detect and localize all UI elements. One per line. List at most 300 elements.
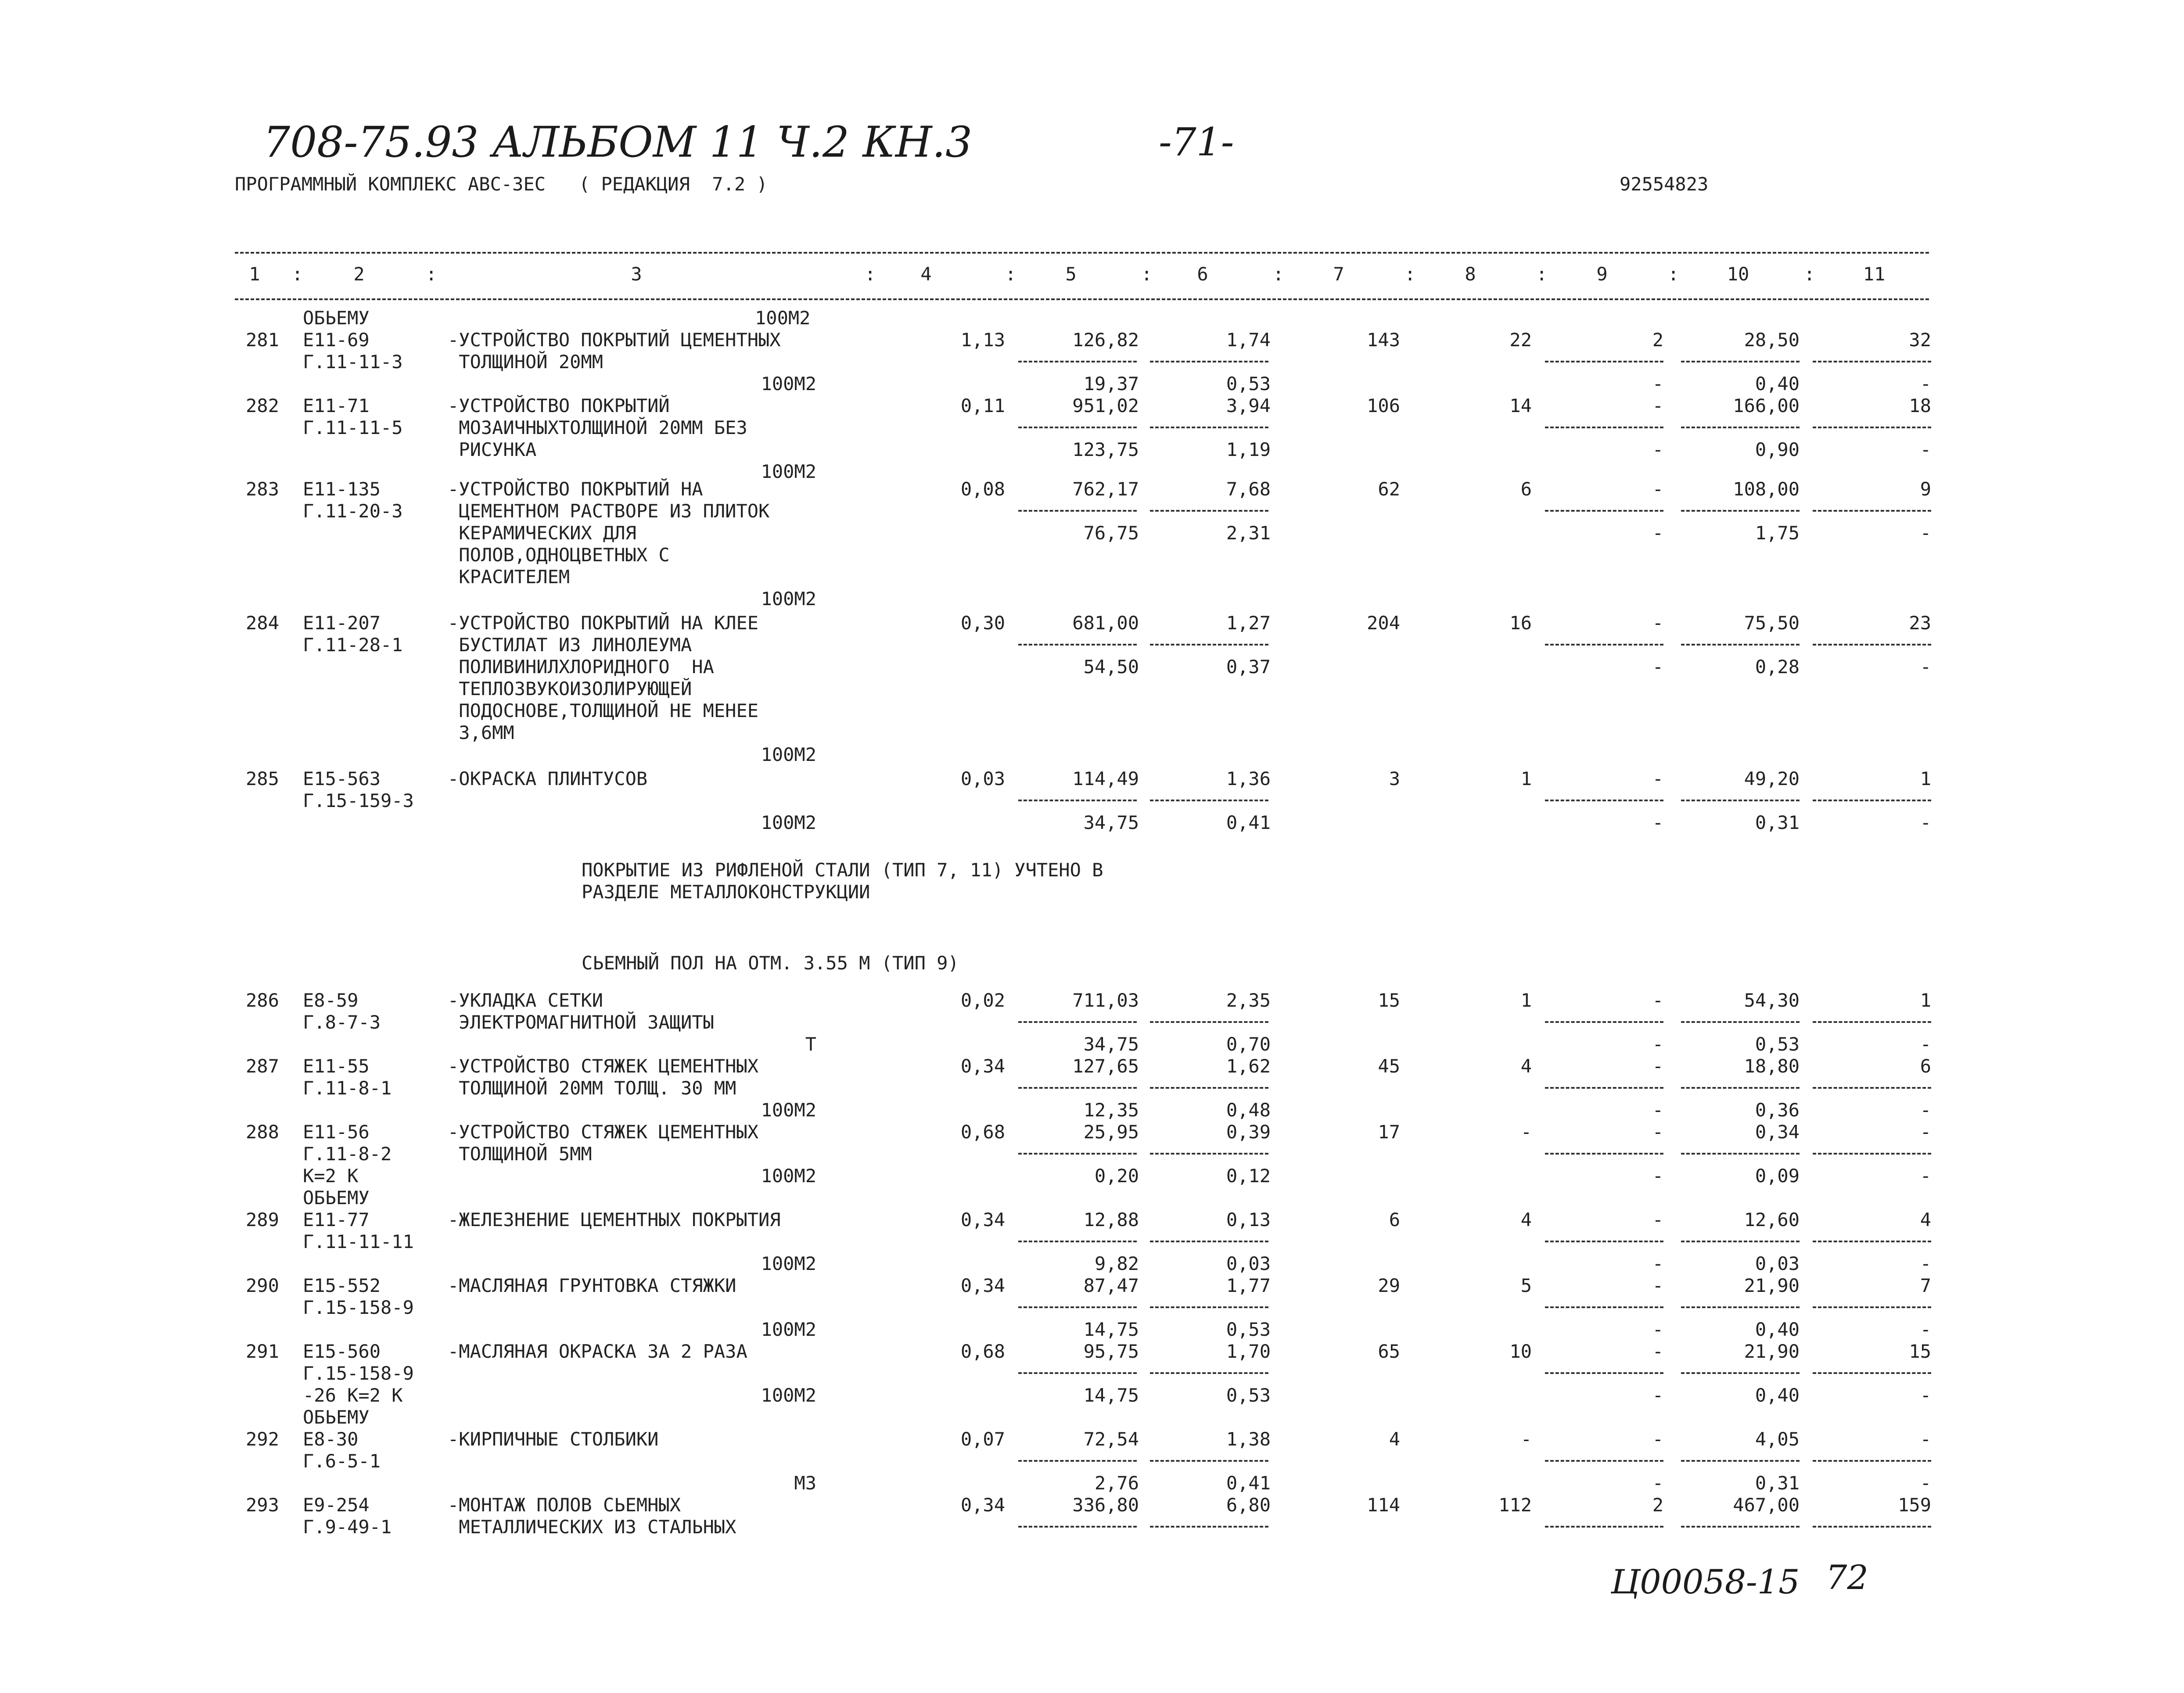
cell-rule (1813, 800, 1931, 801)
cell-rule (1681, 1306, 1800, 1308)
row-unit-price-wages: 54,50 (1083, 656, 1139, 678)
row-col7: 29 (1378, 1275, 1400, 1296)
cell-rule (1150, 1021, 1268, 1023)
row-number: 282 (246, 395, 279, 416)
row-col6: 1,62 (1226, 1055, 1271, 1077)
column-header-7: 7 (1333, 263, 1344, 285)
row-number: 289 (246, 1209, 279, 1230)
row-reference: Г.11-8-1 (303, 1077, 392, 1099)
row-code: Е15-560 (303, 1341, 381, 1362)
row-coefficient: ОБЬЕМУ (303, 1187, 370, 1209)
cell-rule (1681, 1087, 1800, 1089)
row-col10: 18,80 (1744, 1055, 1800, 1077)
row-unit-price-wages: 9,82 (1094, 1253, 1139, 1274)
row-description-line: -КИРПИЧНЫЕ СТОЛБИКИ (448, 1428, 659, 1450)
row-col6-sub: 0,48 (1226, 1099, 1271, 1121)
row-unit: 100М2 (761, 1319, 816, 1340)
row-col6-sub: 0,03 (1226, 1253, 1271, 1274)
row-col6-sub: 0,41 (1226, 1472, 1271, 1494)
row-col7: 17 (1378, 1121, 1400, 1143)
cell-rule (1813, 1241, 1931, 1242)
row-col10-sub: 0,28 (1755, 656, 1800, 678)
row-col7: 65 (1378, 1341, 1400, 1362)
row-col6: 0,13 (1226, 1209, 1271, 1230)
row-reference: Г.15-159-3 (303, 790, 414, 811)
row-col11-sub: - (1920, 656, 1931, 678)
row-code: Е9-254 (303, 1494, 370, 1516)
note-removable-floor: СЬЕМНЫЙ ПОЛ НА ОТМ. 3.55 М (ТИП 9) (582, 952, 959, 974)
row-col11-sub: - (1920, 1099, 1931, 1121)
row-col11-sub: - (1920, 373, 1931, 395)
column-header-10: 10 (1727, 263, 1749, 285)
handwritten-page-number: -71- (1159, 119, 1234, 165)
row-col11: 6 (1920, 1055, 1931, 1077)
cell-rule (1018, 1021, 1137, 1023)
row-col9: - (1652, 395, 1663, 416)
row-col7: 3 (1389, 768, 1400, 789)
column-separator: : (1141, 263, 1153, 285)
row-col10: 28,50 (1744, 329, 1800, 351)
cell-rule (1813, 1526, 1931, 1528)
note-steel-line2: РАЗДЕЛЕ МЕТАЛЛОКОНСТРУКЦИИ (582, 881, 870, 903)
row-col8: 4 (1520, 1209, 1532, 1230)
row-col11-sub: - (1920, 439, 1931, 460)
row-col9-sub: - (1652, 1472, 1663, 1494)
row-description-line: -ЖЕЛЕЗНЕНИЕ ЦЕМЕНТНЫХ ПОКРЫТИЯ (448, 1209, 781, 1230)
row-reference: Г.11-11-3 (303, 351, 403, 373)
row-quantity: 0,30 (960, 612, 1005, 634)
row-quantity: 0,68 (960, 1121, 1005, 1143)
row-unit-price: 95,75 (1083, 1341, 1139, 1362)
row-col7: 204 (1367, 612, 1400, 634)
row-description-line: ПОДОСНОВЕ,ТОЛЩИНОЙ НЕ МЕНЕЕ (448, 700, 759, 721)
row-col10: 12,60 (1744, 1209, 1800, 1230)
row-quantity: 0,07 (960, 1428, 1005, 1450)
cell-rule (1813, 1372, 1931, 1374)
row-col8: 6 (1520, 478, 1532, 500)
row-col7: 114 (1367, 1494, 1400, 1516)
row-col8: 1 (1520, 990, 1532, 1011)
row-col11: 1 (1920, 768, 1931, 789)
row-col6-sub: 2,31 (1226, 522, 1271, 544)
row-number: 291 (246, 1341, 279, 1362)
row-col6: 2,35 (1226, 990, 1271, 1011)
cell-rule (1018, 1372, 1137, 1374)
cell-rule (1681, 1526, 1800, 1528)
row-description-line: МОЗАИЧНЫХТОЛЩИНОЙ 20ММ БЕЗ (448, 417, 747, 438)
row-description-line: -УСТРОЙСТВО ПОКРЫТИЙ НА (448, 478, 703, 500)
row-reference: Г.11-8-2 (303, 1143, 392, 1165)
note-steel-line1: ПОКРЫТИЕ ИЗ РИФЛЕНОЙ СТАЛИ (ТИП 7, 11) УЧТЕНО В (582, 859, 1103, 881)
row-col6-sub: 0,70 (1226, 1033, 1271, 1055)
cell-rule (1150, 427, 1268, 428)
row-col10-sub: 0,40 (1755, 1385, 1800, 1406)
row-col6-sub: 0,53 (1226, 1385, 1271, 1406)
row-unit-price: 951,02 (1072, 395, 1139, 416)
cell-rule (1681, 361, 1800, 362)
row-quantity: 0,34 (960, 1275, 1005, 1296)
row-reference: Г.15-158-9 (303, 1363, 414, 1384)
row-unit-price: 87,47 (1083, 1275, 1139, 1296)
row-col11: 7 (1920, 1275, 1931, 1296)
row-code: Е11-77 (303, 1209, 370, 1230)
row-col9: - (1652, 1209, 1663, 1230)
row-description-line: БУСТИЛАТ ИЗ ЛИНОЛЕУМА (448, 634, 692, 656)
cell-rule (1018, 644, 1137, 646)
row-col11: 159 (1898, 1494, 1931, 1516)
column-separator: : (865, 263, 876, 285)
row-col9-sub: - (1652, 1385, 1663, 1406)
carry-over-unit: 100М2 (755, 307, 811, 329)
cell-rule (1545, 510, 1663, 512)
row-col6: 1,38 (1226, 1428, 1271, 1450)
cell-rule (1018, 427, 1137, 428)
row-col9: - (1652, 990, 1663, 1011)
cell-rule (1545, 1460, 1663, 1462)
row-col10-sub: 0,03 (1755, 1253, 1800, 1274)
cell-rule (1150, 1372, 1268, 1374)
row-number: 290 (246, 1275, 279, 1296)
row-col10-sub: 0,40 (1755, 373, 1800, 395)
cell-rule (1813, 1153, 1931, 1155)
row-description-line: -УСТРОЙСТВО СТЯЖЕК ЦЕМЕНТНЫХ (448, 1121, 759, 1143)
row-unit-price-wages: 12,35 (1083, 1099, 1139, 1121)
row-col6-sub: 0,37 (1226, 656, 1271, 678)
cell-rule (1150, 510, 1268, 512)
column-header-8: 8 (1465, 263, 1476, 285)
cell-rule (1681, 644, 1800, 646)
row-col6: 0,39 (1226, 1121, 1271, 1143)
row-unit-price: 127,65 (1072, 1055, 1139, 1077)
row-quantity: 0,34 (960, 1494, 1005, 1516)
row-col6: 1,27 (1226, 612, 1271, 634)
column-separator: : (1273, 263, 1284, 285)
row-description-line: -УСТРОЙСТВО СТЯЖЕК ЦЕМЕНТНЫХ (448, 1055, 759, 1077)
cell-rule (1813, 1021, 1931, 1023)
row-unit-price-wages: 14,75 (1083, 1319, 1139, 1340)
row-code: Е11-69 (303, 329, 370, 351)
row-quantity: 1,13 (960, 329, 1005, 351)
row-col9-sub: - (1652, 1033, 1663, 1055)
cell-rule (1545, 1021, 1663, 1023)
cell-rule (1545, 427, 1663, 428)
row-description-line: -МАСЛЯНАЯ ГРУНТОВКА СТЯЖКИ (448, 1275, 736, 1296)
row-unit-price-wages: 76,75 (1083, 522, 1139, 544)
row-col6: 1,36 (1226, 768, 1271, 789)
row-number: 281 (246, 329, 279, 351)
column-header-11: 11 (1863, 263, 1886, 285)
row-col11-sub: - (1920, 522, 1931, 544)
row-description-line: -УСТРОЙСТВО ПОКРЫТИЙ НА КЛЕЕ (448, 612, 759, 634)
cell-rule (1545, 1372, 1663, 1374)
row-unit-price: 114,49 (1072, 768, 1139, 789)
column-separator: : (292, 263, 303, 285)
row-quantity: 0,02 (960, 990, 1005, 1011)
row-unit-price: 711,03 (1072, 990, 1139, 1011)
handwritten-album-ref: 708-75.93 АЛЬБОМ 11 Ч.2 КН.3 (263, 118, 973, 167)
row-col10: 54,30 (1744, 990, 1800, 1011)
row-col7: 6 (1389, 1209, 1400, 1230)
row-col9: - (1652, 1341, 1663, 1362)
row-description-line: -МОНТАЖ ПОЛОВ СЬЕМНЫХ (448, 1494, 681, 1516)
row-col11: 32 (1909, 329, 1931, 351)
row-col9-sub: - (1652, 522, 1663, 544)
cell-rule (1813, 510, 1931, 512)
row-col6: 3,94 (1226, 395, 1271, 416)
row-unit-price-wages: 14,75 (1083, 1385, 1139, 1406)
column-header-2: 2 (353, 263, 365, 285)
cell-rule (1018, 1306, 1137, 1308)
cell-rule (1150, 644, 1268, 646)
row-col11: 23 (1909, 612, 1931, 634)
row-code: Е8-30 (303, 1428, 359, 1450)
row-col8: - (1520, 1121, 1532, 1143)
row-col9-sub: - (1652, 373, 1663, 395)
row-col11: 18 (1909, 395, 1931, 416)
row-code: Е11-135 (303, 478, 381, 500)
row-col7: 106 (1367, 395, 1400, 416)
row-col8: 5 (1520, 1275, 1532, 1296)
row-col10-sub: 0,40 (1755, 1319, 1800, 1340)
row-coefficient: ОБЬЕМУ (303, 1406, 370, 1428)
row-description-line: ЦЕМЕНТНОМ РАСТВОРЕ ИЗ ПЛИТОК (448, 500, 770, 522)
row-col10: 4,05 (1755, 1428, 1800, 1450)
row-quantity: 0,08 (960, 478, 1005, 500)
row-col7: 15 (1378, 990, 1400, 1011)
cell-rule (1681, 1153, 1800, 1155)
row-description-line: -УСТРОЙСТВО ПОКРЫТИЙ ЦЕМЕНТНЫХ (448, 329, 781, 351)
row-unit: М3 (794, 1472, 816, 1494)
row-col11-sub: - (1920, 1165, 1931, 1187)
row-col7: 45 (1378, 1055, 1400, 1077)
row-col10: 166,00 (1733, 395, 1800, 416)
row-unit: 100М2 (761, 588, 816, 610)
row-unit-price-wages: 123,75 (1072, 439, 1139, 460)
row-reference: Г.11-11-5 (303, 417, 403, 438)
row-description-line: ЭЛЕКТРОМАГНИТНОЙ ЗАЩИТЫ (448, 1011, 714, 1033)
row-col11-sub: - (1920, 1385, 1931, 1406)
cell-rule (1813, 361, 1931, 362)
cell-rule (1018, 1153, 1137, 1155)
cell-rule (1018, 361, 1137, 362)
row-quantity: 0,11 (960, 395, 1005, 416)
row-quantity: 0,34 (960, 1055, 1005, 1077)
column-separator: : (1536, 263, 1548, 285)
row-unit-price: 336,80 (1072, 1494, 1139, 1516)
row-description-line: -УСТРОЙСТВО ПОКРЫТИЙ (448, 395, 670, 416)
cell-rule (1813, 644, 1931, 646)
row-number: 283 (246, 478, 279, 500)
row-number: 293 (246, 1494, 279, 1516)
program-header: ПРОГРАММНЫЙ КОМПЛЕКС АВС-ЗЕС ( РЕДАКЦИЯ 7.2 ) (235, 173, 768, 195)
row-col9-sub: - (1652, 1319, 1663, 1340)
cell-rule (1813, 1087, 1931, 1089)
row-col6: 1,70 (1226, 1341, 1271, 1362)
row-unit: 100М2 (761, 373, 816, 395)
row-description-line: ТОЛЩИНОЙ 20ММ (448, 351, 603, 373)
row-reference: Г.11-20-3 (303, 500, 403, 522)
row-unit: Т (805, 1033, 816, 1055)
column-separator: : (1005, 263, 1017, 285)
cell-rule (1813, 427, 1931, 428)
cell-rule (1545, 800, 1663, 801)
cell-rule (1681, 510, 1800, 512)
cell-rule (1150, 1087, 1268, 1089)
column-separator: : (426, 263, 437, 285)
row-unit-price: 126,82 (1072, 329, 1139, 351)
row-col9: - (1652, 612, 1663, 634)
row-code: Е11-207 (303, 612, 381, 634)
row-description-line: ТОЛЩИНОЙ 20ММ ТОЛЩ. 30 ММ (448, 1077, 736, 1099)
row-unit: 100М2 (761, 812, 816, 833)
cell-rule (1150, 1153, 1268, 1155)
cell-rule (1545, 1087, 1663, 1089)
row-coefficient: -26 К=2 К (303, 1385, 403, 1406)
row-description-line: КРАСИТЕЛЕМ (448, 566, 570, 588)
cell-rule (1150, 361, 1268, 362)
document-number: 92554823 (1620, 173, 1709, 195)
column-header-1: 1 (249, 263, 260, 285)
handwritten-footer-code: Ц00058-15 (1611, 1562, 1800, 1601)
cell-rule (1813, 1460, 1931, 1462)
row-description-line: -МАСЛЯНАЯ ОКРАСКА ЗА 2 РАЗА (448, 1341, 747, 1362)
cell-rule (1545, 1241, 1663, 1242)
row-col10: 0,34 (1755, 1121, 1800, 1143)
row-unit-price: 681,00 (1072, 612, 1139, 634)
row-col10-sub: 1,75 (1755, 522, 1800, 544)
row-reference: Г.6-5-1 (303, 1450, 381, 1472)
row-description-line: ТОЛЩИНОЙ 5ММ (448, 1143, 592, 1165)
row-col9: 2 (1652, 329, 1663, 351)
row-unit: 100М2 (761, 1099, 816, 1121)
row-col10: 21,90 (1744, 1341, 1800, 1362)
row-unit-price-wages: 2,76 (1094, 1472, 1139, 1494)
row-number: 284 (246, 612, 279, 634)
row-col9-sub: - (1652, 812, 1663, 833)
row-col9: - (1652, 1055, 1663, 1077)
row-col11: 15 (1909, 1341, 1931, 1362)
cell-rule (1150, 800, 1268, 801)
cell-rule (1681, 1372, 1800, 1374)
row-reference: Г.8-7-3 (303, 1011, 381, 1033)
cell-rule (1545, 1526, 1663, 1528)
row-col11-sub: - (1920, 1253, 1931, 1274)
row-unit-price-wages: 34,75 (1083, 812, 1139, 833)
row-col10-sub: 0,31 (1755, 1472, 1800, 1494)
row-unit: 100М2 (761, 1165, 816, 1187)
row-col9: - (1652, 768, 1663, 789)
row-reference: Г.11-28-1 (303, 634, 403, 656)
row-col8: 14 (1509, 395, 1532, 416)
cell-rule (1681, 800, 1800, 801)
row-col9-sub: - (1652, 439, 1663, 460)
row-description-line: КЕРАМИЧЕСКИХ ДЛЯ (448, 522, 636, 544)
row-number: 288 (246, 1121, 279, 1143)
row-code: Е15-563 (303, 768, 381, 789)
row-unit-price: 25,95 (1083, 1121, 1139, 1143)
row-col11-sub: - (1920, 1472, 1931, 1494)
row-description-line: РИСУНКА (448, 439, 537, 460)
row-col11-sub: - (1920, 1319, 1931, 1340)
cell-rule (1681, 1241, 1800, 1242)
column-header-5: 5 (1065, 263, 1077, 285)
row-col10-sub: 0,36 (1755, 1099, 1800, 1121)
row-description-line: -ОКРАСКА ПЛИНТУСОВ (448, 768, 648, 789)
row-unit: 100М2 (761, 744, 816, 765)
row-reference: Г.15-158-9 (303, 1297, 414, 1318)
row-col9-sub: - (1652, 656, 1663, 678)
row-col10: 467,00 (1733, 1494, 1800, 1516)
row-col8: 112 (1498, 1494, 1532, 1516)
row-col11-sub: - (1920, 1033, 1931, 1055)
row-description-line: ПОЛОВ,ОДНОЦВЕТНЫХ С (448, 544, 670, 566)
row-col9-sub: - (1652, 1253, 1663, 1274)
carry-over-text: ОБЬЕМУ (303, 307, 370, 329)
cell-rule (1018, 800, 1137, 801)
row-quantity: 0,03 (960, 768, 1005, 789)
column-separator: : (1405, 263, 1416, 285)
row-col9-sub: - (1652, 1165, 1663, 1187)
row-col10-sub: 0,09 (1755, 1165, 1800, 1187)
row-col11: 1 (1920, 990, 1931, 1011)
row-col9: - (1652, 1428, 1663, 1450)
row-quantity: 0,68 (960, 1341, 1005, 1362)
cell-rule (1681, 1021, 1800, 1023)
row-unit: 100М2 (761, 1253, 816, 1274)
handwritten-footer-page: 72 (1826, 1558, 1868, 1597)
row-col9: - (1652, 1275, 1663, 1296)
row-unit: 100М2 (761, 461, 816, 482)
cell-rule (1150, 1306, 1268, 1308)
row-col7: 4 (1389, 1428, 1400, 1450)
row-col6-sub: 1,19 (1226, 439, 1271, 460)
row-quantity: 0,34 (960, 1209, 1005, 1230)
row-col6-sub: 0,41 (1226, 812, 1271, 833)
row-col11: 9 (1920, 478, 1931, 500)
column-header-4: 4 (920, 263, 932, 285)
row-col6-sub: 0,53 (1226, 1319, 1271, 1340)
row-col6: 1,77 (1226, 1275, 1271, 1296)
row-unit-price: 72,54 (1083, 1428, 1139, 1450)
row-col11: - (1920, 1428, 1931, 1450)
column-header-6: 6 (1197, 263, 1208, 285)
header-rule-bottom (235, 298, 1929, 300)
cell-rule (1018, 1087, 1137, 1089)
row-coefficient: К=2 К (303, 1165, 359, 1187)
row-unit-price: 762,17 (1072, 478, 1139, 500)
cell-rule (1150, 1241, 1268, 1242)
cell-rule (1150, 1460, 1268, 1462)
header-rule-top (235, 252, 1929, 254)
row-code: Е11-71 (303, 395, 370, 416)
row-unit-price: 12,88 (1083, 1209, 1139, 1230)
column-separator: : (1804, 263, 1815, 285)
row-unit: 100М2 (761, 1385, 816, 1406)
row-code: Е11-56 (303, 1121, 370, 1143)
row-col8: 16 (1509, 612, 1532, 634)
row-number: 287 (246, 1055, 279, 1077)
row-col7: 143 (1367, 329, 1400, 351)
row-description-line: ТЕПЛОЗВУКОИЗОЛИРУЮЩЕЙ (448, 678, 692, 699)
cell-rule (1681, 427, 1800, 428)
row-col11-sub: - (1920, 812, 1931, 833)
row-col6: 6,80 (1226, 1494, 1271, 1516)
row-code: Е8-59 (303, 990, 359, 1011)
row-number: 286 (246, 990, 279, 1011)
cell-rule (1545, 1153, 1663, 1155)
cell-rule (1150, 1526, 1268, 1528)
row-col9: - (1652, 478, 1663, 500)
